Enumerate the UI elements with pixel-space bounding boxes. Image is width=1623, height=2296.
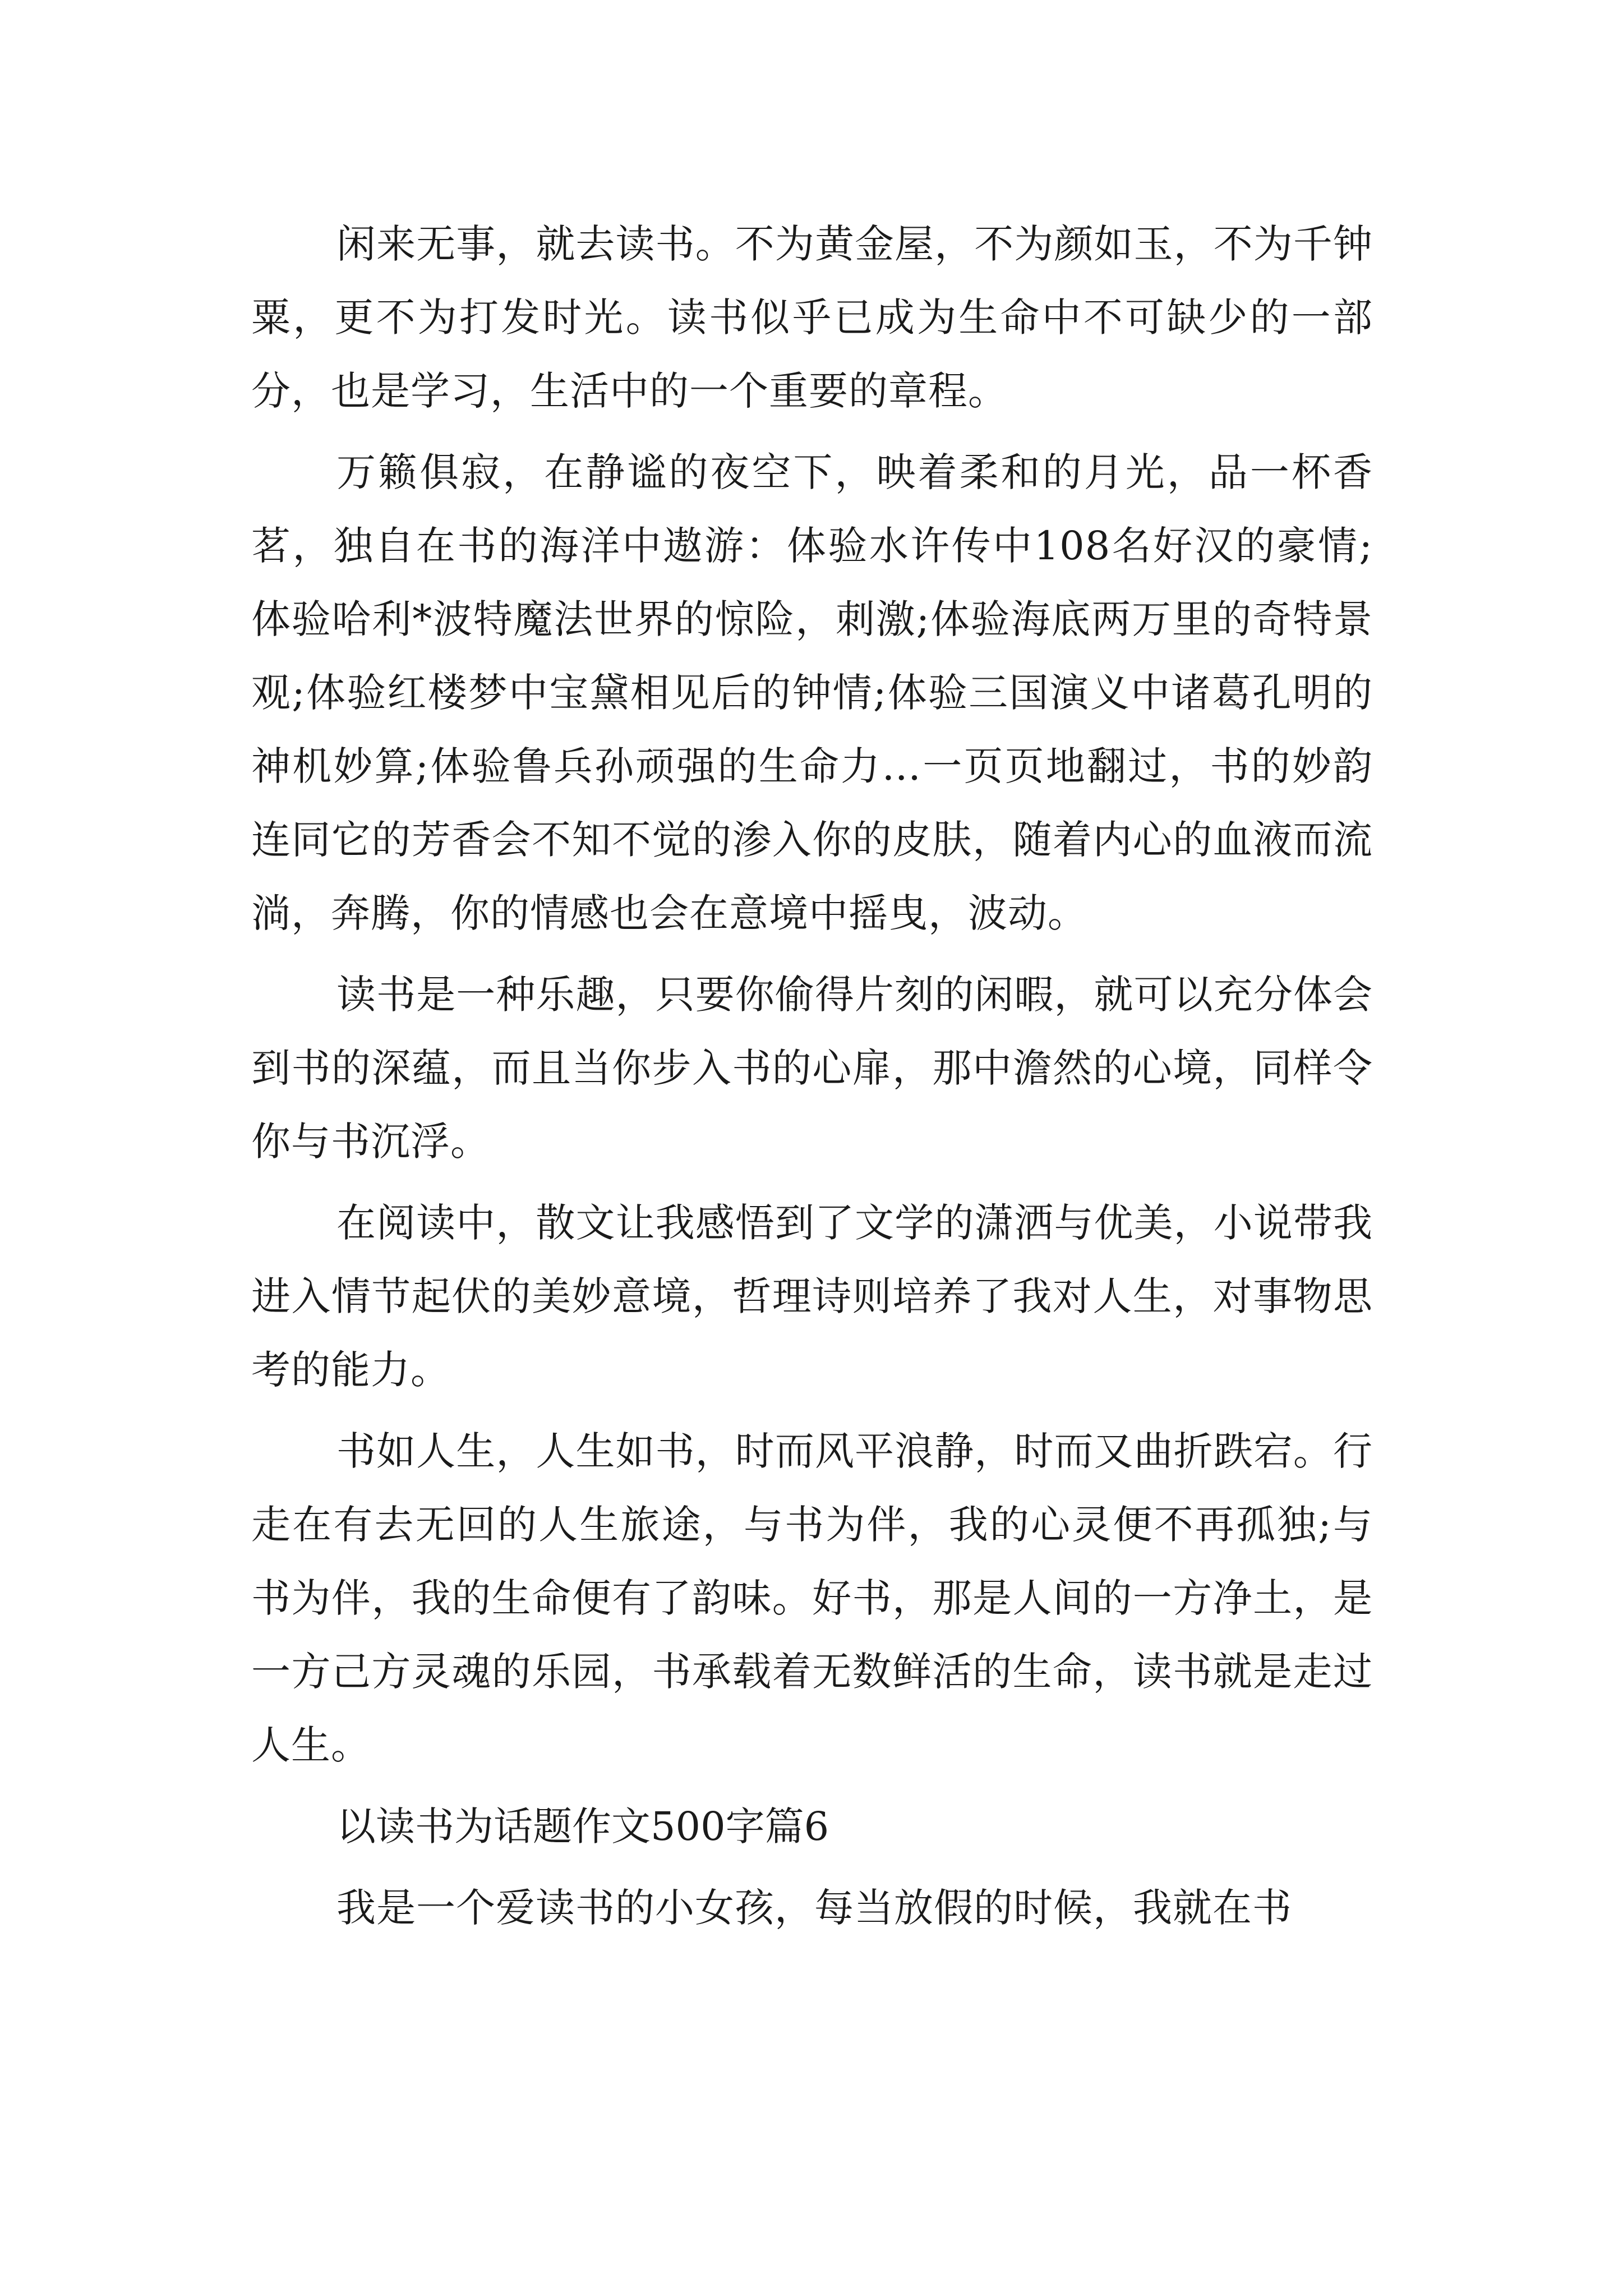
paragraph-5: 书如人生，人生如书，时而风平浪静，时而又曲折跌宕。行走在有去无回的人生旅途，与书为伴，我的心灵便不再孤独;与书为伴，我的生命便有了韵味。好书，那是人间的一方净土，是一方己方灵魂的乐园，书承载着无数鲜活的生命，读书就是走过人生。 bbox=[251, 1428, 1373, 1768]
paragraph-6: 我是一个爱读书的小女孩，每当放假的时候，我就在书 bbox=[336, 1885, 1292, 1931]
paragraph-1: 闲来无事，就去读书。不为黄金屋，不为颜如玉，不为千钟粟，更不为打发时光。读书似乎已成为生命中不可缺少的一部分，也是学习，生活中的一个重要的章程。 bbox=[251, 221, 1373, 414]
paragraph-3: 读书是一种乐趣，只要你偷得片刻的闲暇，就可以充分体会到书的深蕴，而且当你步入书的心扉，那中澹然的心境，同样令你与书沉浮。 bbox=[251, 972, 1373, 1165]
paragraph-4: 在阅读中，散文让我感悟到了文学的潇洒与优美，小说带我进入情节起伏的美妙意境，哲理诗则培养了我对人生，对事物思考的能力。 bbox=[251, 1200, 1373, 1393]
section-heading: 以读书为话题作文500字篇6 bbox=[336, 1803, 829, 1849]
document-page bbox=[251, 208, 1373, 1953]
paragraph-2: 万籁俱寂，在静谧的夜空下，映着柔和的月光，品一杯香茗，独自在书的海洋中遨游：体验水许传中108名好汉的豪情;体验哈利*波特魔法世界的惊险，刺激;体验海底两万里的奇特景观;体验红楼梦中宝黛相见后的钟情;体验三国演义中诸葛孔明的神机妙算;体验鲁兵孙顽强的生命力…一页页地翻过，书的妙韵连同它的芳香会不知不觉的渗入你的皮肤，随着内心的血液而流淌，奔腾，你的情感也会在意境中摇曳，波动。 bbox=[251, 449, 1373, 936]
